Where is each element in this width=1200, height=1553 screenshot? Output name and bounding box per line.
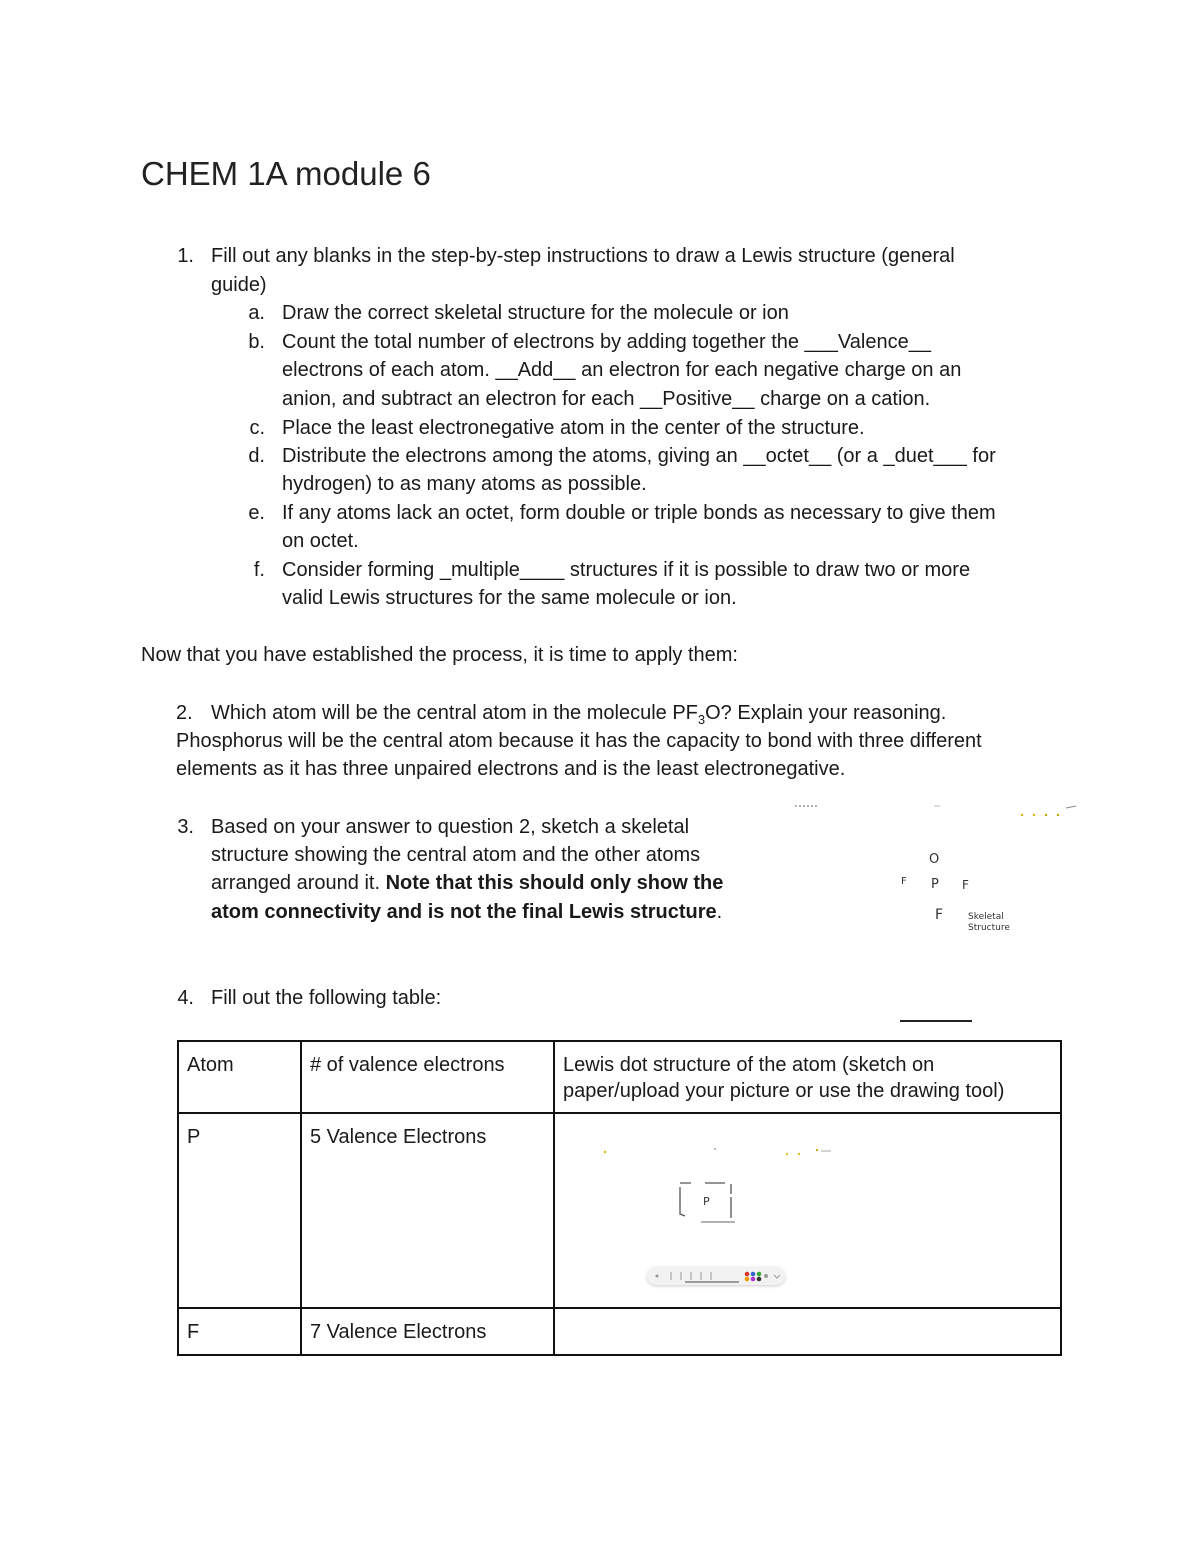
- table-header: Atom: [178, 1041, 301, 1113]
- table-row: [178, 1308, 1061, 1355]
- divider: [900, 1020, 972, 1022]
- step-letter: d.: [248, 445, 265, 467]
- question-number: 3.: [177, 816, 194, 838]
- table-header-row: [178, 1041, 1061, 1113]
- table-cell-valence: 7 Valence Electrons: [301, 1308, 554, 1355]
- step-text: Consider forming _multiple____ structures if it is possible to draw two or more: [282, 559, 971, 581]
- step-letter: c.: [249, 417, 265, 439]
- table-cell-atom: F: [178, 1308, 301, 1355]
- table-header: Lewis dot structure of the atom (sketch on paper/upload your picture or use the drawing tool): [554, 1041, 1061, 1113]
- table-cell-lewis-drawing[interactable]: [554, 1113, 1061, 1308]
- sketch-caption: Skeletal: [968, 912, 1004, 922]
- question-number: 4.: [177, 987, 194, 1009]
- page-title: CHEM 1A module 6: [141, 155, 431, 192]
- table-cell-lewis-drawing[interactable]: [554, 1308, 1061, 1355]
- valence-table: [177, 1040, 1062, 1356]
- sketch-atom-o: O: [929, 852, 940, 867]
- question-number: 1.: [177, 245, 194, 267]
- question-text: atom connectivity and is not the final Lewis structure.: [211, 901, 723, 923]
- step-text: on octet.: [282, 530, 359, 552]
- sketch-atom-f: F: [901, 876, 907, 887]
- question-text: Which atom will be the central atom in the molecule $PF_3O$? Explain your reasoning.: [211, 702, 947, 727]
- step-text: anion, and subtract an electron for each __Positive__ charge on a cation.: [282, 388, 931, 410]
- sketch-atom-p: P: [931, 877, 939, 892]
- step-text: If any atoms lack an octet, form double or triple bonds as necessary to give them: [282, 502, 996, 524]
- table-cell-valence: 5 Valence Electrons: [301, 1113, 554, 1308]
- drawing-toolbar[interactable]: [647, 1267, 785, 1285]
- question-text: guide): [211, 274, 267, 296]
- step-text: Count the total number of electrons by adding together the ___Valence__: [282, 331, 931, 353]
- question-text: Fill out the following table:: [211, 987, 442, 1009]
- table-row: [178, 1113, 1061, 1308]
- step-text: Draw the correct skeletal structure for the molecule or ion: [282, 302, 789, 324]
- step-text: valid Lewis structures for the same molecule or ion.: [282, 587, 737, 609]
- answer-text: Phosphorus will be the central atom because it has the capacity to bond with three different: [176, 730, 982, 752]
- drawing-canvas: [555, 1114, 1055, 1304]
- sketch-atom-f: F: [935, 907, 944, 923]
- step-text: electrons of each atom. __Add__ an electron for each negative charge on an: [282, 359, 962, 381]
- transition-text: Now that you have established the process, it is time to apply them:: [141, 644, 738, 666]
- step-letter: a.: [248, 302, 265, 324]
- sketch-caption: Structure: [968, 923, 1010, 933]
- drawing-toolbar-remnant: [790, 800, 1090, 820]
- table-cell-atom: P: [178, 1113, 301, 1308]
- sketch-atom-f: F: [962, 878, 969, 892]
- question-text: Fill out any blanks in the step-by-step instructions to draw a Lewis structure (general: [211, 245, 955, 267]
- step-text: Distribute the electrons among the atoms, giving an __octet__ (or a _duet___ for: [282, 445, 996, 467]
- answer-text: elements as it has three unpaired electrons and is the least electronegative.: [176, 758, 846, 780]
- skeletal-structure-drawing: [790, 800, 1090, 945]
- sketch-atom-p: P: [703, 1195, 710, 1208]
- table-header: # of valence electrons: [301, 1041, 554, 1113]
- step-letter: f.: [253, 559, 265, 581]
- question-text: arranged around it. Note that this should only show the: [211, 872, 724, 894]
- subscript: 3: [697, 712, 706, 727]
- step-text: Place the least electronegative atom in the center of the structure.: [282, 417, 865, 439]
- drawing-tools-icon: [647, 1267, 785, 1285]
- question-text: structure showing the central atom and the other atoms: [211, 844, 701, 866]
- step-letter: b.: [248, 331, 265, 353]
- question-number: 2.: [176, 702, 193, 724]
- question-text: Based on your answer to question 2, sketch a skeletal: [211, 816, 690, 838]
- step-text: hydrogen) to as many atoms as possible.: [282, 473, 647, 495]
- step-letter: e.: [248, 502, 265, 524]
- p-lewis-drawing: [555, 1114, 1055, 1304]
